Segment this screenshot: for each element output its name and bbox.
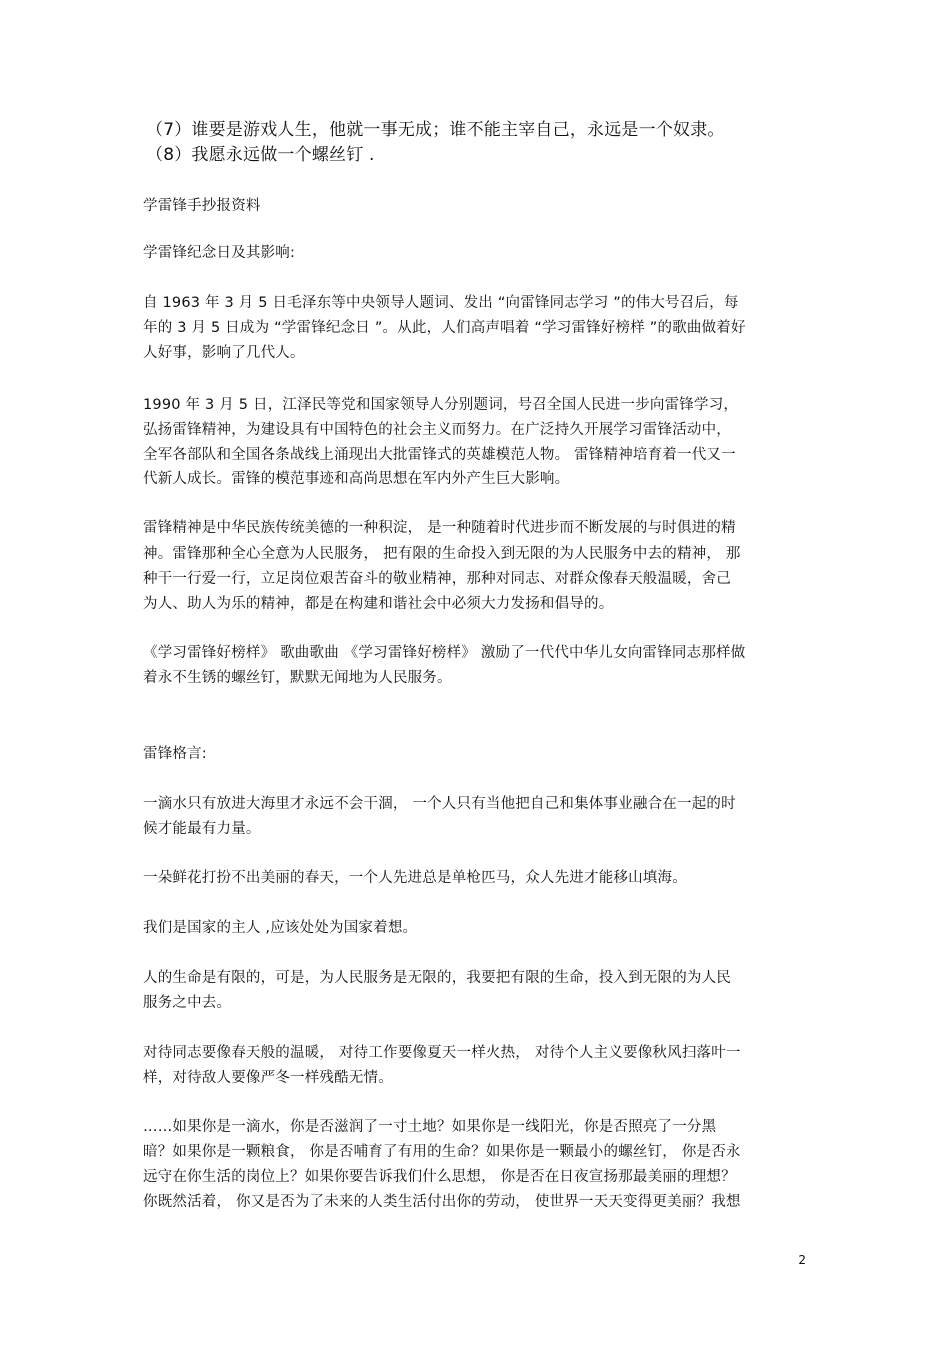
para-1990-line: 1990 年 3 月 5 日，江泽民等党和国家领导人分别题词，号召全国人民进一步向雷锋学习， bbox=[143, 397, 739, 413]
quote-line: 样，对待敌人要像严冬一样残酷无情。 bbox=[143, 1070, 393, 1086]
para-song-line: 着永不生锈的螺丝钉，默默无闻地为人民服务。 bbox=[143, 670, 452, 686]
intro-item-7: （7）谁要是游戏人生，他就一事无成；谁不能主宰自己，永远是一个奴隶。 bbox=[146, 120, 725, 140]
quote-line: 一朵鲜花打扮不出美丽的春天，一个人先进总是单枪匹马，众人先进才能移山填海。 bbox=[143, 870, 687, 886]
page-number: 2 bbox=[798, 1253, 806, 1267]
para-1963-line: 自 1963 年 3 月 5 日毛泽东等中央领导人题词、发出 “向雷锋同志学习 ”的伟大号召后，每 bbox=[143, 295, 739, 311]
quote-line: 我们是国家的主人 ,应该处处为国家着想。 bbox=[143, 920, 418, 936]
quote-line: 对待同志要像春天般的温暖， 对待工作要像夏天一样火热， 对待个人主义要像秋风扫落叶一 bbox=[143, 1045, 741, 1061]
quote-line: 你既然活着， 你又是否为了未来的人类生活付出你的劳动， 使世界一天天变得更美丽？我想 bbox=[143, 1194, 741, 1210]
intro-item-8: （8）我愿永远做一个螺丝钉 . bbox=[146, 145, 375, 165]
heading-main: 学雷锋手抄报资料 bbox=[143, 198, 261, 214]
para-1990-line: 代新人成长。雷锋的模范事迹和高尚思想在军内外产生巨大影响。 bbox=[143, 471, 570, 487]
para-1963-line: 年的 3 月 5 日成为 “学雷锋纪念日 ”。从此，人们高声唱着 “学习雷锋好榜样 ”的歌曲做着好 bbox=[143, 320, 746, 336]
quote-line: 暗？如果你是一颗粮食， 你是否哺育了有用的生命？如果你是一颗最小的螺丝钉， 你是否永 bbox=[143, 1144, 741, 1160]
para-spirit-line: 神。雷锋那种全心全意为人民服务， 把有限的生命投入到无限的为人民服务中去的精神， 那 bbox=[143, 546, 741, 562]
para-song-line: 《学习雷锋好榜样》 歌曲歌曲 《学习雷锋好榜样》 激励了一代代中华儿女向雷锋同志那样做 bbox=[143, 645, 746, 661]
quote-line: 人的生命是有限的，可是，为人民服务是无限的，我要把有限的生命，投入到无限的为人民 bbox=[143, 970, 731, 986]
para-1990-line: 弘扬雷锋精神，为建设具有中国特色的社会主义而努力。在广泛持久开展学习雷锋活动中， bbox=[143, 422, 731, 438]
quote-line: 候才能最有力量。 bbox=[143, 821, 261, 837]
para-1963-line: 人好事，影响了几代人。 bbox=[143, 345, 305, 361]
quote-line: 一滴水只有放进大海里才永远不会干涸， 一个人只有当他把自己和集体事业融合在一起的时 bbox=[143, 796, 736, 812]
quote-line: 服务之中去。 bbox=[143, 995, 232, 1011]
heading-quotes: 雷锋格言: bbox=[143, 746, 207, 762]
quote-line: ……如果你是一滴水，你是否滋润了一寸土地？如果你是一线阳光，你是否照亮了一分黑 bbox=[143, 1119, 717, 1135]
para-1990-line: 全军各部队和全国各条战线上涌现出大批雷锋式的英雄模范人物。 雷锋精神培育着一代又一 bbox=[143, 447, 736, 463]
para-spirit-line: 为人、助人为乐的精神，都是在构建和谐社会中必须大力发扬和倡导的。 bbox=[143, 596, 614, 612]
para-spirit-line: 种干一行爱一行，立足岗位艰苦奋斗的敬业精神，那种对同志、对群众像春天般温暖，舍己 bbox=[143, 571, 731, 587]
para-spirit-line: 雷锋精神是中华民族传统美德的一种积淀， 是一种随着时代进步而不断发展的与时俱进的精 bbox=[143, 520, 736, 536]
heading-memorial: 学雷锋纪念日及其影响: bbox=[143, 245, 296, 261]
quote-line: 远守在你生活的岗位上？如果你要告诉我们什么思想， 你是否在日夜宣扬那最美丽的理想？ bbox=[143, 1169, 736, 1185]
